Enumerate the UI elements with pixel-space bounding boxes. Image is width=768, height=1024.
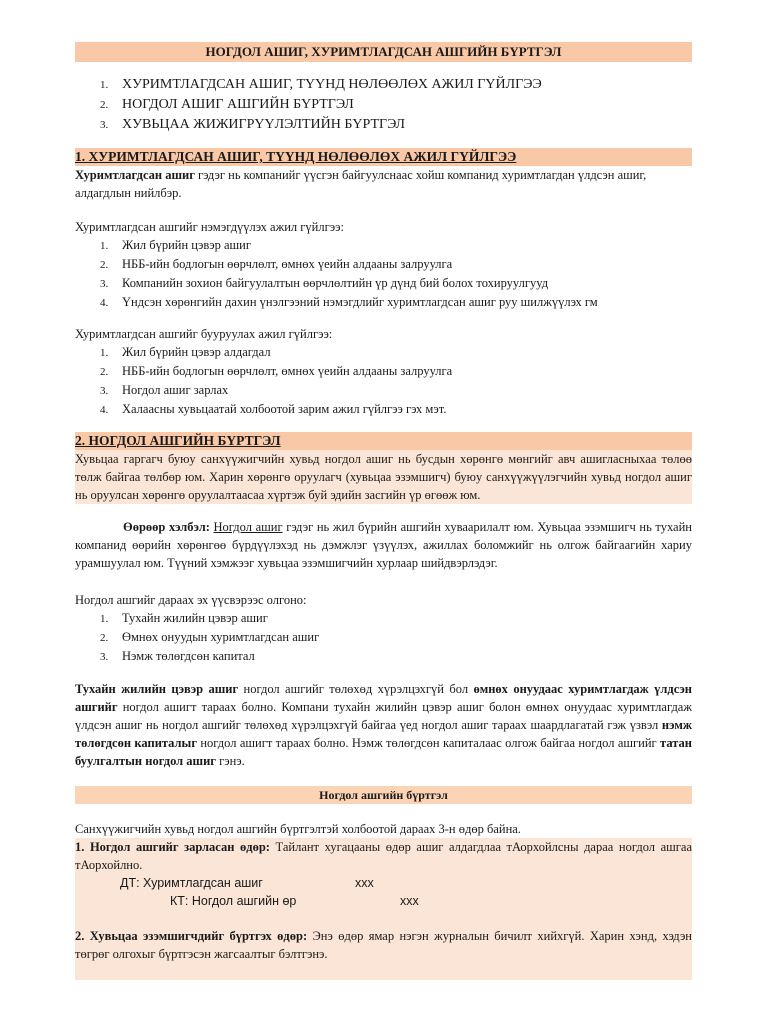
list-text: Өмнөх онуудын хуримтлагдсан ашиг: [122, 630, 320, 644]
text-run: ногдол ашигт тараах болно. Компани тухайн жилийн цэвэр ашиг болон өмнөх онуудаас хуримтлагдаж үлдсэн ашиг нь ногдол ашгийг төлөхөд хүрэлцэхгүй байгаа үед ногдол ашиг тараах шаардлагатай гэж үзвэл: [75, 700, 692, 732]
list-text: Нэмж төлөгдсөн капитал: [122, 649, 255, 663]
dividend-alt-definition: [75, 518, 692, 572]
debit-entry: [120, 874, 263, 892]
retained-earnings-definition: [75, 166, 692, 202]
alt-text: гэдэг нь жил бүрийн ашгийн хуваарилалт юм. Хувьцаа эзэмшигч нь тухайн компанид өөрийн хөрөнгөө бүрдүүлэхэд нь дэмжлэг үзүүлэх, ажиллах боломжийг нь олгож байгаагийн хариу урамшуулал юм. Түүний хэмжээг хувьцаа эзэмшигчийн хурлаар шийдвэрлэдэг.: [75, 520, 692, 570]
dividend-intro: Хувьцаа гаргагч буюу санхүүжигчийн хувьд ногдол ашиг нь бусдын хөрөнгө мөнгийг авч ашигласныхаа төлөө төлж байгаа төлбөр юм. Харин хөрөнгө оруулагч (хувьцаа эзэмшигч) буюу санхүүжүүлэгчийн хувьд ногдол ашиг нь оруулсан хөрөнгө оруулалтаасаа хүртэж буй эдийн засгийн үр өгөөж юм.: [75, 452, 692, 502]
text-run: ногдол ашигт тараах болно. Нэмж төлөгдсөн капиталаас олгож байгаа ногдол ашгийг: [197, 736, 661, 750]
list-item: [100, 236, 598, 255]
toc-text: НОГДОЛ АШИГ АШГИЙН БҮРТГЭЛ: [122, 97, 354, 112]
decrease-list: [100, 343, 452, 419]
list-text: Тухайн жилийн цэвэр ашиг: [122, 611, 268, 625]
decrease-intro: Хуримтлагдсан ашгийг бууруулах ажил гүйлгээ:: [75, 327, 333, 341]
declaration-date: [75, 838, 692, 874]
credit-amount: xxx: [400, 894, 419, 908]
toc-item: [100, 115, 542, 135]
list-number: 1.: [100, 240, 109, 252]
list-text: Халаасны хувьцаатай холбоотой зарим ажил гүйлгээ гэх мэт.: [122, 402, 447, 416]
list-text: Компанийн зохион байгуулалтын өөрчлөлтийн үр дүнд бий болох тохируулгууд: [122, 276, 549, 290]
section-2-heading: 2. НОГДОЛ АШГИЙН БҮРТГЭЛ: [75, 432, 692, 450]
list-item: [100, 381, 452, 400]
definition-term: Хуримтлагдсан ашиг: [75, 168, 195, 182]
toc-number: 2.: [100, 99, 109, 111]
list-item: [100, 362, 452, 381]
dividend-recording-heading: Ногдол ашгийн бүртгэл: [75, 786, 692, 804]
list-number: 2.: [100, 366, 109, 378]
list-text: Үндсэн хөрөнгийн дахин үнэлгээний нэмэгдлийг хуримтлагдсан ашиг руу шилжүүлэх гм: [122, 295, 598, 309]
list-item: [100, 293, 598, 312]
text-run: ногдол ашгийг төлөхөд хүрэлцэхгүй бол: [238, 682, 474, 696]
table-of-contents: [100, 75, 542, 135]
debit-amount: xxx: [355, 876, 374, 890]
alt-term: Ногдол ашиг: [213, 520, 283, 534]
list-item: [100, 628, 319, 647]
toc-item: [100, 95, 542, 115]
list-number: 4.: [100, 297, 109, 309]
list-text: Ногдол ашиг зарлах: [122, 383, 229, 397]
list-text: Жил бүрийн цэвэр алдагдал: [122, 345, 271, 359]
increase-intro: Хуримтлагдсан ашгийг нэмэгдүүлэх ажил гүйлгээ:: [75, 220, 344, 234]
debit-label: ДТ: Хуримтлагдсан ашиг: [120, 876, 263, 890]
credit-entry: [170, 892, 296, 910]
list-text: НББ-ийн бодлогын өөрчлөлт, өмнөх үеийн алдааны залруулга: [122, 364, 453, 378]
bold-phrase: нэмж төлөгдсөн капиталыг: [75, 718, 692, 750]
toc-number: 3.: [100, 119, 109, 131]
list-item: [100, 343, 452, 362]
section-1-heading: 1. ХУРИМТЛАГДСАН АШИГ, ТҮҮНД НӨЛӨӨЛӨХ АЖИЛ ГҮЙЛГЭЭ: [75, 148, 692, 166]
text-run: гэнэ.: [216, 754, 245, 768]
date-text: Тайлант хугацааны өдөр ашиг алдагдлаа тАорхойлсны дараа ногдол ашгаа тАорхойлно.: [75, 840, 692, 872]
list-text: Жил бүрийн цэвэр ашиг: [122, 238, 251, 252]
dividend-sources-paragraph: [75, 680, 692, 770]
definition-text: гэдэг нь компанийг үүсгэн байгуулснаас хойш компанид хуримтлагдан үлдсэн ашиг, алдагдлын нийлбэр.: [75, 168, 647, 200]
bold-phrase: татан буулгалтын ногдол ашиг: [75, 736, 692, 768]
date-label: 1. Ногдол ашгийг зарласан өдөр:: [75, 840, 270, 854]
list-item: [100, 400, 452, 419]
list-number: 1.: [100, 613, 109, 625]
sources-intro: Ногдол ашгийг дараах эх үүсвэрээс олгоно:: [75, 593, 307, 607]
list-text: НББ-ийн бодлогын өөрчлөлт, өмнөх үеийн алдааны залруулга: [122, 257, 453, 271]
list-item: [100, 609, 319, 628]
bold-phrase: Тухайн жилийн цэвэр ашиг: [75, 682, 239, 696]
toc-text: ХУРИМТЛАГДСАН АШИГ, ТҮҮНД НӨЛӨӨЛӨХ АЖИЛ ГҮЙЛГЭЭ: [122, 77, 542, 92]
alt-label: Өөрөөр хэлбэл:: [123, 520, 210, 534]
toc-number: 1.: [100, 79, 109, 91]
list-number: 2.: [100, 259, 109, 271]
recording-box: [75, 838, 692, 980]
list-number: 3.: [100, 278, 109, 290]
sources-list: [100, 609, 319, 666]
toc-text: ХУВЬЦАА ЖИЖИГРҮҮЛЭЛТИЙН БҮРТГЭЛ: [122, 117, 405, 132]
list-item: [100, 274, 598, 293]
date-label: 2. Хувьцаа эзэмшигчдийг бүртгэх өдөр:: [75, 929, 308, 943]
document-title: НОГДОЛ АШИГ, ХУРИМТЛАГДСАН АШГИЙН БҮРТГЭЛ: [75, 42, 692, 62]
list-number: 1.: [100, 347, 109, 359]
increase-list: [100, 236, 598, 312]
list-number: 4.: [100, 404, 109, 416]
list-item: [100, 255, 598, 274]
recording-intro: Санхүүжигчийн хувьд ногдол ашгийн бүртгэлтэй холбоотой дараах 3-н өдөр байна.: [75, 822, 521, 836]
bold-phrase: өмнөх онуудаас хуримтлагдаж үлдсэн ашгийг: [75, 682, 692, 714]
list-number: 3.: [100, 651, 109, 663]
record-date: [75, 927, 692, 963]
list-number: 3.: [100, 385, 109, 397]
toc-item: [100, 75, 542, 95]
list-item: [100, 647, 319, 666]
credit-label: КТ: Ногдол ашгийн өр: [170, 894, 297, 908]
date-text: Энэ өдөр ямар нэгэн журналын бичилт хийхгүй. Харин хэнд, хэдэн төгрөг олгохыг бүртгэсэн жагсаалтыг бэлтгэнэ.: [75, 929, 692, 961]
list-number: 2.: [100, 632, 109, 644]
